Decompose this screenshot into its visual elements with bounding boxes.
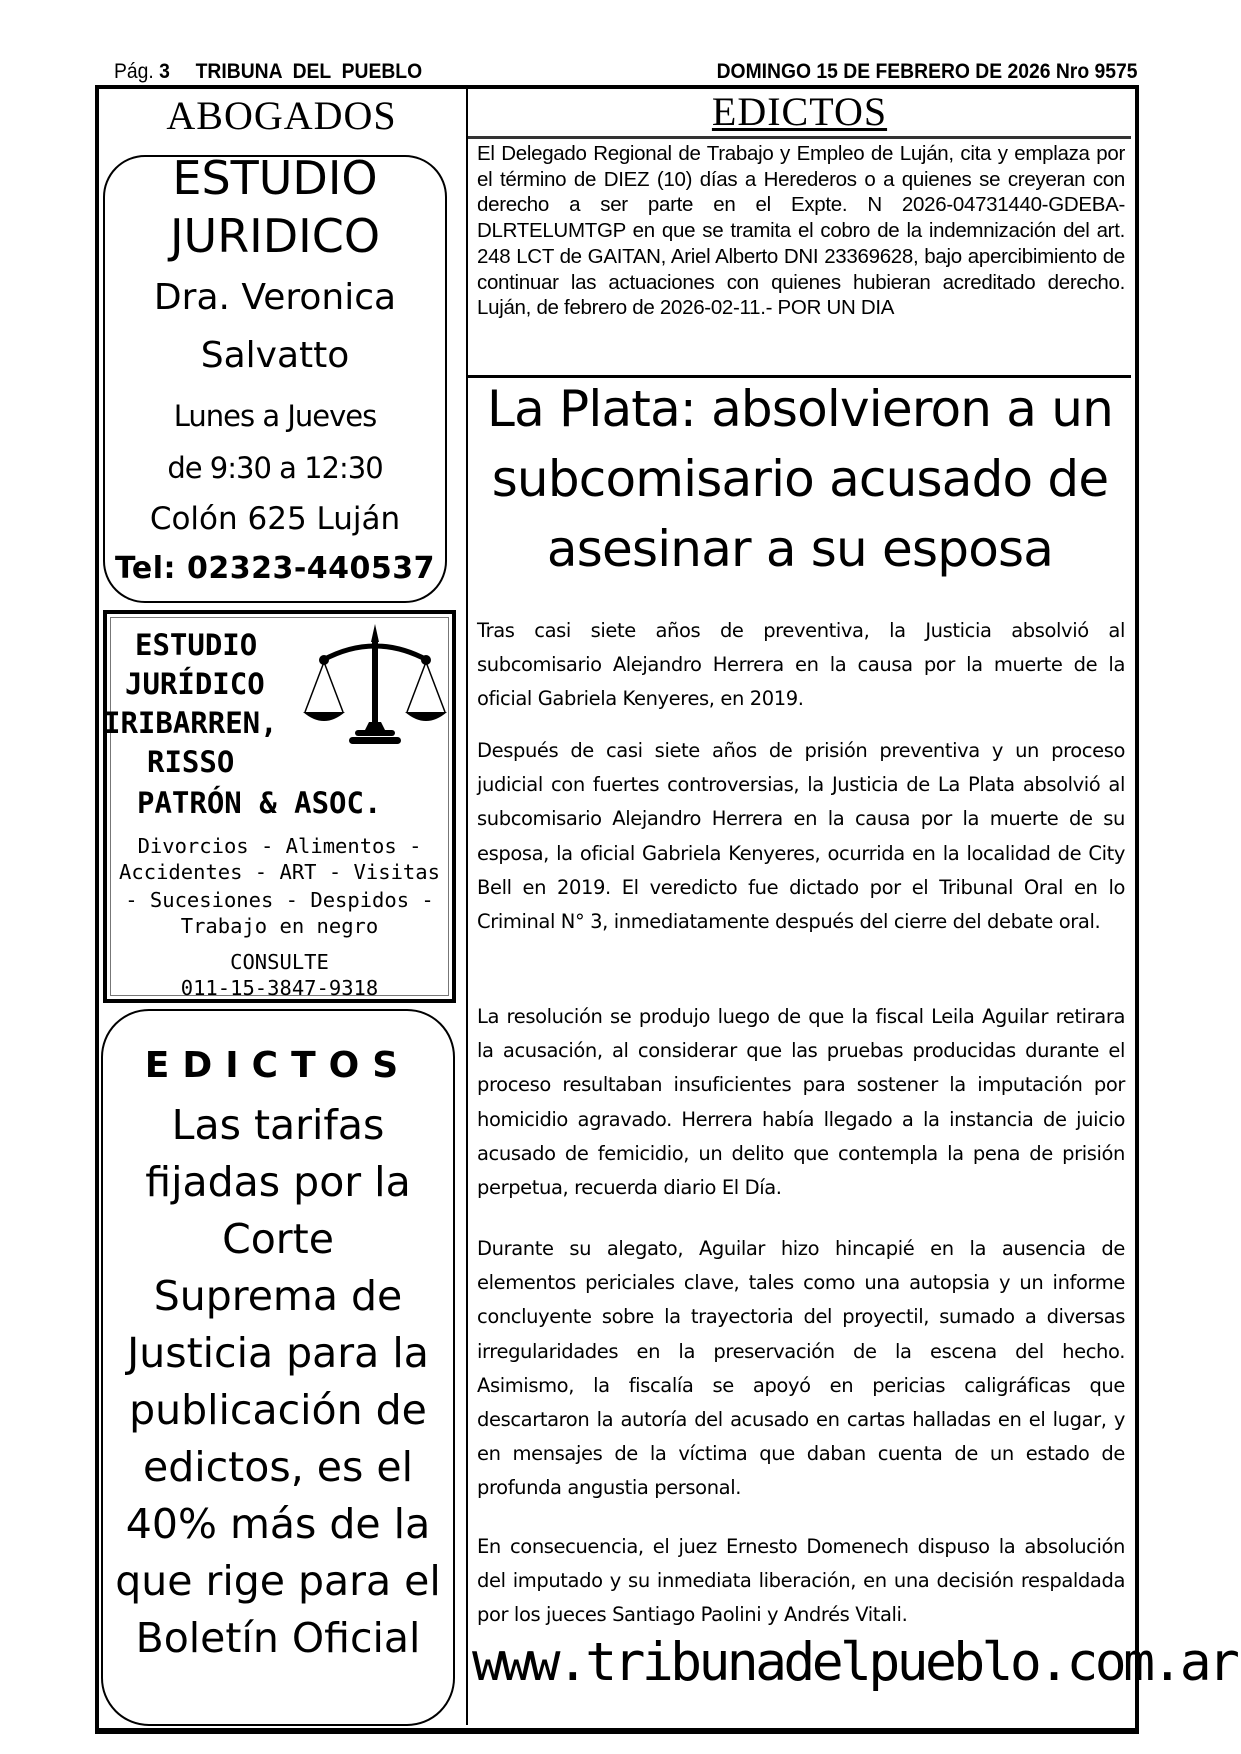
issue-date: DOMINGO 15 DE FEBRERO DE 2026 Nro 9575 — [716, 60, 1137, 83]
ad-line: JURIDICO — [169, 209, 381, 263]
article-paragraph: En consecuencia, el juez Ernesto Domenech dispuso la absolución del imputado y su inmediata liberación, en una decisión respaldada por los jueces Santiago Paolini y Andrés Vitali. — [477, 1535, 1125, 1627]
ad-line: Salvatto — [200, 335, 350, 376]
section-title-abogados: ABOGADOS — [166, 93, 397, 138]
ad-line: Corte — [222, 1215, 334, 1263]
article-paragraph: Durante su alegato, Aguilar hizo hincapié en la ausencia de elementos periciales clave, tales como una autopsia y un informe concluyente sobre la trayectoria del proyectil, sumado a diversas irregularidades en la preservación de la escena del hecho. Asimismo, la fiscalía se apoyó en pericias caligráficas que descartaron la autoría del acusado en cartas halladas en el lugar, y en mensajes de la víctima que daban cuenta de un estado de profunda angustia personal. — [477, 1237, 1125, 1500]
ad-estudio-salvatto — [103, 151, 447, 603]
article-paragraph: La resolución se produjo luego de que la fiscal Leila Aguilar retirara la acusación, al considerar que las pruebas producidas durante el proceso resultaban insuficientes para sostener la imputación por homicidio agravado. Herrera había llegado a la instancia de juicio acusado de femicidio, un delito que contempla la pena de prisión perpetua, recuerda diario El Día. — [477, 1005, 1125, 1200]
ad-name-line: RISSO — [147, 745, 235, 779]
ad-line: Dra. Veronica — [153, 277, 397, 318]
ad-services-line: Accidentes - ART - Visitas — [119, 860, 440, 884]
ad-line: 40% más de la — [125, 1500, 431, 1548]
ad-services-line: Trabajo en negro — [180, 914, 379, 938]
page-header-left — [114, 60, 422, 84]
ad-name-line: ESTUDIO — [135, 628, 258, 662]
scales-of-justice-icon — [303, 622, 448, 747]
ad-services-line: Divorcios - Alimentos - — [137, 834, 422, 858]
ad-line: Boletín Oficial — [135, 1614, 421, 1662]
article-paragraph: Después de casi siete años de prisión preventiva y un proceso judicial con fuertes controversias, la Justicia de La Plata absolvió al subcomisario Alejandro Herrera en la causa por la muerte de su esposa, la oficial Gabriela Kenyeres, ocurrida en la localidad de City Bell en 2019. El veredicto fue dictado por el Tribunal Oral en lo Criminal N° 3, inmediatamente después del cierre del debate oral. — [477, 739, 1125, 934]
ad-line: Justicia para la — [127, 1329, 429, 1377]
article-paragraph: Tras casi siete años de preventiva, la Justicia absolvió al subcomisario Alejandro Herrera en la causa por la muerte de la oficial Gabriela Kenyeres, en 2019. — [477, 619, 1125, 711]
article-headline: La Plata: absolvieron a un — [487, 380, 1113, 438]
edicto-separator — [468, 375, 1131, 378]
article-headline: subcomisario acusado de — [491, 450, 1109, 508]
ad-line: Suprema de — [153, 1272, 403, 1320]
ad-line: fijadas por la — [145, 1158, 411, 1206]
ad-name-line: JURÍDICO — [125, 667, 265, 701]
newspaper-name: TRIBUNA DEL PUEBLO — [195, 60, 423, 83]
ad-services-line: - Sucesiones - Despidos - — [125, 888, 434, 912]
ad-line: edictos, es el — [142, 1443, 413, 1491]
page-number: 3 — [159, 60, 170, 83]
article-headline: asesinar a su esposa — [546, 520, 1054, 578]
ad-cta: CONSULTE — [230, 950, 329, 974]
column-divider — [466, 89, 468, 1725]
section-title-edictos-wrap — [468, 89, 1131, 139]
ad-phone: Tel: 02323-440537 — [114, 551, 436, 586]
section-title-edictos: EDICTOS — [711, 89, 888, 134]
edicto-notice: El Delegado Regional de Trabajo y Empleo de Luján, cita y emplaza por el término de DIEZ (10) días a Herederos o a quienes se creyeran con derecho a ser parte en el Expte. N 2026-04731440-GDEBA-DLRTELUMTGP en que se tramita el cobro de la indemnización del art. 248 LCT de GAITAN, Ariel Alberto DNI 23369628, bajo apercibimiento de continuar las actuaciones con quienes hubieran acreditado derecho. Luján, de febrero de 2026-02-11.- POR UN DIA — [477, 142, 1125, 320]
ad-estudio-iribarren — [103, 610, 456, 1003]
ad-line: de 9:30 a 12:30 — [167, 451, 383, 485]
ad-phone: 011-15-3847-9318 — [180, 976, 379, 1000]
ad-line: que rige para el — [115, 1557, 441, 1605]
page-label: Pág. — [114, 60, 154, 83]
website-url[interactable]: www.tribunadelpueblo.com.ar — [472, 1632, 1237, 1693]
ad-line: Las tarifas — [171, 1101, 385, 1149]
ad-line: ESTUDIO — [172, 151, 378, 205]
ad-line: Colón 625 Luján — [149, 501, 401, 537]
ad-edictos-tarifas — [101, 1009, 455, 1726]
ad-edictos-title: EDICTOS — [144, 1045, 412, 1086]
ad-line: Lunes a Jueves — [173, 399, 377, 433]
ad-line: publicación de — [129, 1386, 427, 1434]
ad-name-line: PATRÓN & ASOC. — [137, 786, 382, 820]
ad-name-line: IRIBARREN, — [103, 706, 278, 740]
